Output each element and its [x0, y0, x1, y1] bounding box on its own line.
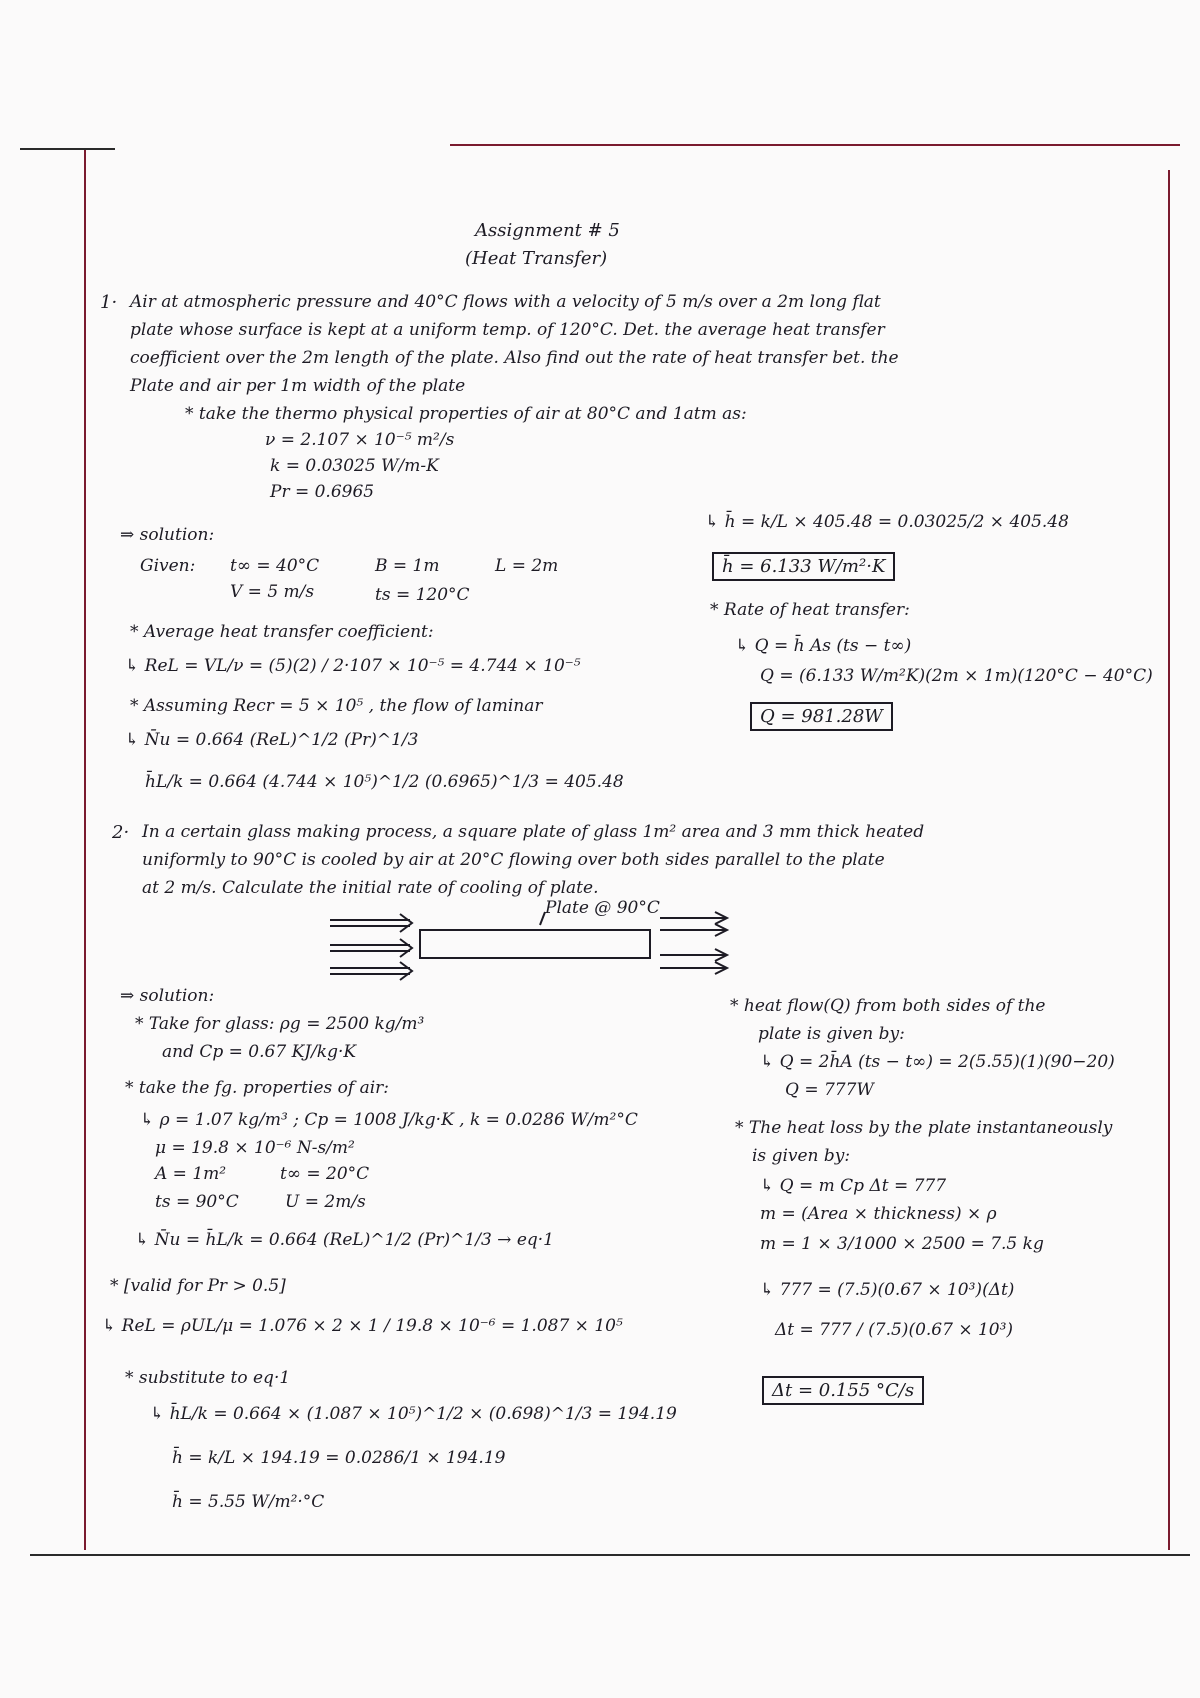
- q1-number: 1·: [100, 292, 118, 313]
- assignment-subtitle: (Heat Transfer): [465, 248, 608, 269]
- sol2-flow-heading-1: * heat flow(Q) from both sides of the: [730, 996, 1046, 1016]
- sol2-mass-eq: m = (Area × thickness) × ρ: [760, 1204, 997, 1224]
- sol2-nu-eq: ↳ N̄u = h̄L/k = 0.664 (ReL)^1/2 (Pr)^1/3 → eq·1: [135, 1230, 554, 1250]
- sol2-air-4a: ts = 90°C: [155, 1192, 239, 1212]
- sol2-glass-1: * Take for glass: ρg = 2500 kg/m³: [135, 1014, 425, 1034]
- sol2-air-3a: A = 1m²: [155, 1164, 227, 1184]
- sol2-loss-heading-1: * The heat loss by the plate instantaneously: [735, 1118, 1113, 1138]
- sol2-flow-heading-2: plate is given by:: [758, 1024, 905, 1044]
- sol2-flow-result: Q = 777W: [785, 1080, 874, 1100]
- q1-prop-pr: Pr = 0.6965: [270, 482, 375, 502]
- sol1-assume-line: * Assuming Recr = 5 × 10⁵ , the flow of laminar: [130, 696, 543, 716]
- sol2-dt-eq: Δt = 777 / (7.5)(0.67 × 10³): [775, 1320, 1014, 1340]
- sol1-q-formula: ↳ Q = h̄ As (ts − t∞): [735, 636, 912, 656]
- q1-prop-nu: ν = 2.107 × 10⁻⁵ m²/s: [265, 430, 455, 450]
- q1-note: * take the thermo physical properties of air at 80°C and 1atm as:: [185, 404, 747, 424]
- sol2-loss-heading-2: is given by:: [752, 1146, 851, 1166]
- sol2-air-2: μ = 19.8 × 10⁻⁶ N-s/m²: [155, 1138, 355, 1158]
- sol1-h-line: ↳ h̄ = k/L × 405.48 = 0.03025/2 × 405.48: [705, 512, 1069, 532]
- q1-line-1: Air at atmospheric pressure and 40°C flows with a velocity of 5 m/s over a 2m long flat: [130, 292, 881, 312]
- q1-line-4: Plate and air per 1m width of the plate: [130, 376, 466, 396]
- q1-line-3: coefficient over the 2m length of the plate. Also find out the rate of heat transfer bet. the: [130, 348, 899, 368]
- q2-line-2: uniformly to 90°C is cooled by air at 20°C flowing over both sides parallel to the plate: [142, 850, 885, 870]
- sol2-air-heading: * take the fg. properties of air:: [125, 1078, 389, 1098]
- sol2-dt-result: Δt = 0.155 °C/s: [762, 1376, 924, 1405]
- sol1-q-sub: Q = (6.133 W/m²K)(2m × 1m)(120°C − 40°C): [760, 666, 1153, 686]
- sol2-flow-eq: ↳ Q = 2h̄A (ts − t∞) = 2(5.55)(1)(90−20): [760, 1052, 1115, 1072]
- sol1-q-result: Q = 981.28W: [750, 702, 893, 731]
- q1-prop-k: k = 0.03025 W/m-K: [270, 456, 439, 476]
- sol1-nu-line: ↳ N̄u = 0.664 (ReL)^1/2 (Pr)^1/3: [125, 730, 419, 750]
- q2-line-3: at 2 m/s. Calculate the initial rate of cooling of plate.: [142, 878, 599, 898]
- sol2-sub-heading: * substitute to eq·1: [125, 1368, 291, 1388]
- sol2-valid: * [valid for Pr > 0.5]: [110, 1276, 286, 1296]
- sol2-air-3b: t∞ = 20°C: [280, 1164, 370, 1184]
- sol2-loss-eq: ↳ Q = m Cp Δt = 777: [760, 1176, 947, 1196]
- q2-number: 2·: [112, 822, 130, 843]
- sol1-given-l: L = 2m: [495, 556, 559, 576]
- sol2-air-1: ↳ ρ = 1.07 kg/m³ ; Cp = 1008 J/kg·K , k = 0.0286 W/m²°C: [140, 1110, 638, 1130]
- sol2-h-line: h̄ = k/L × 194.19 = 0.0286/1 × 194.19: [172, 1448, 506, 1468]
- sol2-heading: ⇒ solution:: [120, 986, 215, 1006]
- sol1-h-result: h̄ = 6.133 W/m²·K: [712, 552, 895, 581]
- sol1-heading: ⇒ solution:: [120, 525, 215, 545]
- sol2-sub-line: ↳ h̄L/k = 0.664 × (1.087 × 10⁵)^1/2 × (0.698)^1/3 = 194.19: [150, 1404, 677, 1424]
- sol1-re-line: ↳ ReL = VL/ν = (5)(2) / 2·107 × 10⁻⁵ = 4.744 × 10⁻⁵: [125, 656, 581, 676]
- sol1-avg-heading: * Average heat transfer coefficient:: [130, 622, 434, 642]
- sol1-given-b: B = 1m: [375, 556, 440, 576]
- sol1-given-ts: ts = 120°C: [375, 585, 470, 605]
- sol2-air-4b: U = 2m/s: [285, 1192, 366, 1212]
- sol2-glass-2: and Cp = 0.67 KJ/kg·K: [162, 1042, 357, 1062]
- sol2-mass-val: m = 1 × 3/1000 × 2500 = 7.5 kg: [760, 1234, 1044, 1254]
- sol2-sub2: ↳ 777 = (7.5)(0.67 × 10³)(Δt): [760, 1280, 1015, 1300]
- sol1-given-tinf: t∞ = 40°C: [230, 556, 320, 576]
- sol1-hl-line: h̄L/k = 0.664 (4.744 × 10⁵)^1/2 (0.6965)^1/3 = 405.48: [145, 772, 624, 792]
- sol2-re-eq: ↳ ReL = ρUL/μ = 1.076 × 2 × 1 / 19.8 × 10⁻⁶ = 1.087 × 10⁵: [102, 1316, 623, 1336]
- q2-line-1: In a certain glass making process, a square plate of glass 1m² area and 3 mm thick heated: [142, 822, 925, 842]
- assignment-title: Assignment # 5: [475, 220, 620, 241]
- sol1-given-v: V = 5 m/s: [230, 582, 315, 602]
- sol1-rate-heading: * Rate of heat transfer:: [710, 600, 910, 620]
- diagram-label: Plate @ 90°C: [545, 898, 660, 918]
- q1-line-2: plate whose surface is kept at a uniform temp. of 120°C. Det. the average heat transfer: [130, 320, 885, 340]
- sol2-h-result: h̄ = 5.55 W/m²·°C: [172, 1492, 325, 1512]
- sol1-given-label: Given:: [140, 556, 196, 576]
